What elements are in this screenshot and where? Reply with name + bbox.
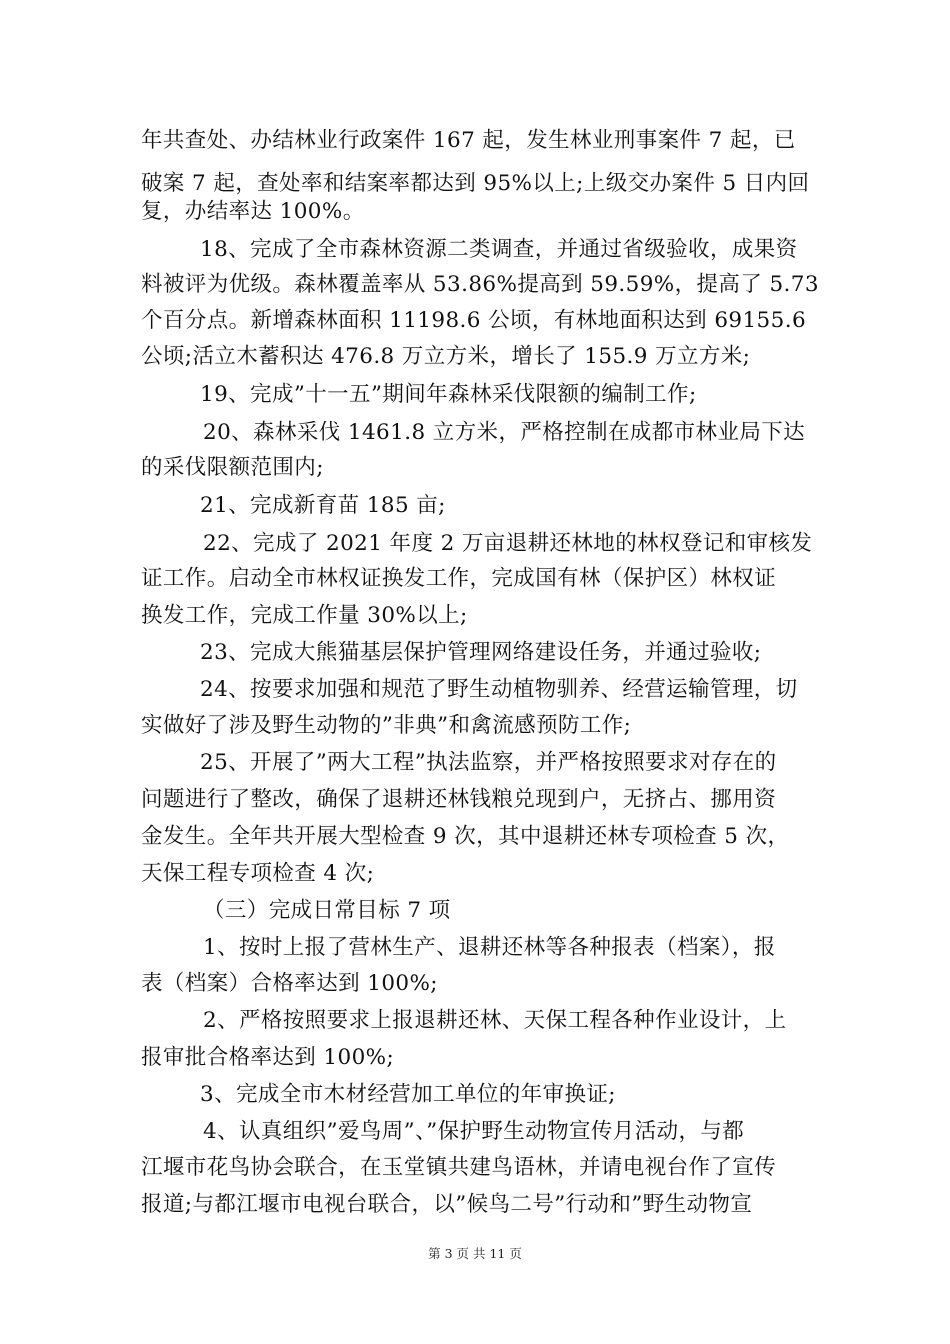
text-line: 实做好了涉及野生动物的”非典”和禽流感预防工作;: [141, 713, 632, 738]
text-line: 天保工程专项检查 4 次;: [141, 861, 375, 886]
text-line: 破案 7 起，查处率和结案率都达到 95%以上;上级交办案件 5 日内回: [141, 171, 810, 196]
item-1-line: 1、按时上报了营林生产、退耕还林等各种报表（档案），报: [203, 935, 776, 960]
text-line: 个百分点。新增森林面积 11198.6 公顷，有林地面积达到 69155.6: [141, 308, 807, 333]
page-footer: [0, 1244, 950, 1262]
text-line: 问题进行了整改，确保了退耕还林钱粮兑现到户，无挤占、挪用资: [141, 787, 777, 812]
paragraph-19-line: 19、完成”十一五”期间年森林采伐限额的编制工作;: [200, 382, 697, 407]
paragraph-24-line: 24、按要求加强和规范了野生动植物驯养、经营运输管理，切: [200, 677, 798, 702]
item-2-line: 2、严格按照要求上报退耕还林、天保工程各种作业设计，上: [203, 1008, 787, 1033]
paragraph-25-line: 25、开展了”两大工程”执法监察，并严格按照要求对存在的: [200, 750, 777, 775]
page-number: 第 3 页 共 11 页: [428, 1246, 522, 1261]
text-line: 证工作。启动全市林权证换发工作，完成国有林（保护区）林权证: [141, 566, 777, 591]
text-line: 料被评为优级。森林覆盖率从 53.86%提高到 59.59%，提高了 5.73: [141, 272, 819, 297]
text-line: 年共查处、办结林业行政案件 167 起，发生林业刑事案件 7 起，已: [141, 128, 796, 153]
text-line: 复，办结率达 100%。: [141, 199, 365, 224]
paragraph-22-line: 22、完成了 2021 年度 2 万亩退耕还林地的林权登记和审核发: [203, 531, 813, 556]
text-line: 换发工作，完成工作量 30%以上;: [141, 603, 468, 628]
text-line: 表（档案）合格率达到 100%;: [141, 971, 438, 996]
paragraph-21-line: 21、完成新育苗 185 亩;: [200, 493, 446, 518]
section-heading: （三）完成日常目标 7 项: [203, 898, 451, 923]
text-line: 江堰市花鸟协会联合，在玉堂镇共建鸟语林，并请电视台作了宣传: [141, 1155, 777, 1180]
item-4-line: 4、认真组织”爱鸟周”、”保护野生动物宣传月活动，与都: [203, 1119, 745, 1144]
paragraph-23-line: 23、完成大熊猫基层保护管理网络建设任务，并通过验收;: [200, 640, 762, 665]
text-line: 的采伐限额范围内;: [141, 455, 324, 480]
text-line: 金发生。全年共开展大型检查 9 次，其中退耕还林专项检查 5 次，: [141, 824, 790, 849]
text-line: 公顷;活立木蓄积达 476.8 万立方米，增长了 155.9 万立方米;: [141, 344, 751, 369]
paragraph-18-line: 18、完成了全市森林资源二类调查，并通过省级验收，成果资: [200, 237, 798, 262]
text-line: 报道;与都江堰市电视台联合，以”候鸟二号”行动和”野生动物宣: [141, 1192, 753, 1217]
text-line: 报审批合格率达到 100%;: [141, 1045, 395, 1070]
paragraph-20-line: 20、森林采伐 1461.8 立方米，严格控制在成都市林业局下达: [203, 420, 806, 445]
item-3-line: 3、完成全市木材经营加工单位的年审换证;: [200, 1082, 616, 1107]
